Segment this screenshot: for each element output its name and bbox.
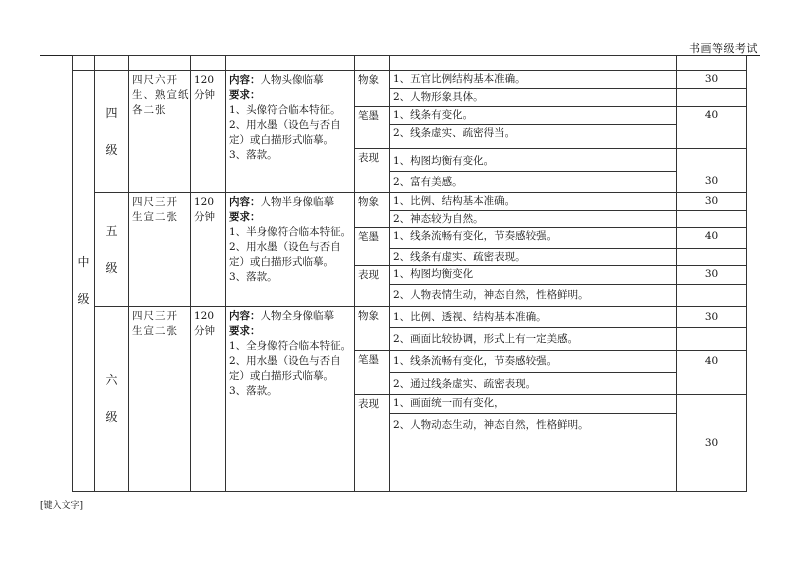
content-cell-6: [226, 307, 355, 492]
category-cell: 笔墨: [355, 228, 390, 266]
criterion-cell: 1、构图均衡有变化。: [390, 149, 677, 172]
criterion-cell: 1、比例、结构基本准确。: [390, 193, 677, 211]
requirement-line: 定）或白描形式临摹。: [229, 134, 334, 146]
paper-line: 四尺三开: [132, 196, 178, 208]
criterion-cell: 1、五官比例结构基本准确。: [390, 71, 677, 89]
grade-5-char-1: 五: [105, 223, 118, 238]
score-cell-empty: [677, 328, 747, 351]
criterion-cell: 2、线条有虚实、疏密表现。: [390, 249, 677, 266]
requirements-label: 要求：: [229, 325, 261, 337]
requirements-label: 要求：: [229, 89, 261, 101]
time-unit: 分钟: [194, 325, 215, 337]
content-line: [229, 73, 351, 88]
time-unit: 分钟: [194, 89, 215, 101]
score-cell: 30: [677, 71, 747, 89]
requirement-line: 1、半身像符合临本特征。: [229, 226, 352, 238]
table-top-spacer: [73, 56, 747, 71]
score-cell-empty: [677, 249, 747, 266]
grade-cell-4: [95, 71, 129, 193]
requirement-line: 定）或白描形式临摹。: [229, 370, 334, 382]
score-cell: 30: [677, 193, 747, 211]
content-text: 人物头像临摹: [260, 74, 324, 86]
criterion-cell: 1、线条流畅有变化，节奏感较强。: [390, 351, 677, 373]
criterion-cell: 2、神态较为自然。: [390, 211, 677, 228]
criterion-cell: 1、构图均衡变化: [390, 266, 677, 285]
requirement-line: 定）或白描形式临摹。: [229, 256, 334, 268]
score-cell: 30: [677, 266, 747, 285]
header-title: 书画等级考试: [689, 42, 758, 55]
requirement-line: 2、用水墨（设色与否自: [229, 355, 341, 367]
content-label: 内容：: [229, 74, 261, 86]
level-char-1: 中: [77, 255, 90, 269]
requirements-label: 要求：: [229, 211, 261, 223]
criterion-cell: 2、人物形象具体。: [390, 89, 677, 107]
requirement-line: 3、落款。: [229, 149, 278, 161]
requirement-line: 3、落款。: [229, 271, 278, 283]
content-label: 内容：: [229, 310, 261, 322]
paper-line: 各二张: [132, 104, 167, 116]
content-cell-4: [226, 71, 355, 193]
grade-4-char-2: 级: [105, 142, 118, 157]
paper-cell-5: [129, 193, 191, 307]
category-cell: 物象: [355, 193, 390, 228]
category-cell: 表现: [355, 149, 390, 193]
criterion-cell: 1、比例、透视、结构基本准确。: [390, 307, 677, 328]
score-cell: 40: [677, 351, 747, 395]
category-cell: 笔墨: [355, 351, 390, 395]
level-cell: [73, 71, 95, 492]
criterion-cell: 2、画面比较协调，形式上有一定美感。: [390, 328, 677, 351]
time-minutes: 120: [194, 310, 215, 322]
score-cell-empty: [677, 211, 747, 228]
level-char-2: 级: [77, 292, 90, 306]
content-cell-5: [226, 193, 355, 307]
category-cell: 物象: [355, 71, 390, 107]
requirement-line: 1、头像符合临本特征。: [229, 104, 341, 116]
content-text: 人物全身像临摹: [260, 310, 334, 322]
content-text: 人物半身像临摹: [260, 196, 334, 208]
paper-line: 生宣二张: [132, 211, 178, 223]
grade-6-char-2: 级: [105, 410, 118, 424]
score-cell: 30: [677, 149, 747, 193]
paper-line: 生宣二张: [132, 325, 178, 337]
grade-cell-6: [95, 307, 129, 492]
criterion-cell: 1、线条流畅有变化，节奏感较强。: [390, 228, 677, 249]
paper-line: 四尺六开: [132, 74, 178, 86]
table-row: [73, 193, 747, 211]
category-cell: 笔墨: [355, 107, 390, 149]
paper-line: 四尺三开: [132, 310, 178, 322]
time-minutes: 120: [194, 196, 215, 208]
category-cell: 表现: [355, 266, 390, 307]
grade-cell-5: [95, 193, 129, 307]
criterion-cell: 2、通过线条虚实、疏密表现。: [390, 373, 677, 395]
score-cell-empty: [677, 285, 747, 307]
paper-cell-4: [129, 71, 191, 193]
score-cell-empty: [677, 89, 747, 107]
time-cell-6: [191, 307, 226, 492]
footer-placeholder-text: [键入文字]: [40, 501, 84, 511]
criterion-cell: 1、画面统一而有变化，: [390, 395, 677, 414]
requirement-line: 1、全身像符合临本特征。: [229, 340, 352, 352]
requirement-line: 2、用水墨（设色与否自: [229, 241, 341, 253]
content-label: 内容：: [229, 196, 261, 208]
paper-cell-6: [129, 307, 191, 492]
criterion-cell: 2、富有美感。: [390, 172, 677, 193]
criterion-cell: 1、线条有变化。: [390, 107, 677, 125]
time-cell-5: [191, 193, 226, 307]
criterion-cell: 2、人物表情生动，神态自然，性格鲜明。: [390, 285, 677, 307]
category-cell: 表现: [355, 395, 390, 492]
grade-4-char-1: 四: [105, 105, 118, 120]
criterion-cell: 2、人物动态生动，神态自然，性格鲜明。: [390, 414, 677, 492]
paper-line: 生、熟宣纸: [132, 89, 190, 101]
grade-5-char-2: 级: [105, 260, 118, 275]
time-cell-4: [191, 71, 226, 193]
content-line: [229, 195, 351, 210]
score-cell: 40: [677, 107, 747, 149]
time-unit: 分钟: [194, 211, 215, 223]
score-cell: 30: [677, 395, 747, 492]
table-row: [73, 71, 747, 89]
requirement-line: 3、落款。: [229, 385, 278, 397]
score-cell: 40: [677, 228, 747, 249]
exam-standards-table: [72, 55, 747, 492]
table-row: [73, 307, 747, 328]
criterion-cell: 2、线条虚实、疏密得当。: [390, 125, 677, 149]
score-cell: 30: [677, 307, 747, 328]
content-line: [229, 309, 351, 324]
grade-6-char-1: 六: [105, 373, 118, 387]
requirement-line: 2、用水墨（设色与否自: [229, 119, 341, 131]
category-cell: 物象: [355, 307, 390, 351]
time-minutes: 120: [194, 74, 215, 86]
